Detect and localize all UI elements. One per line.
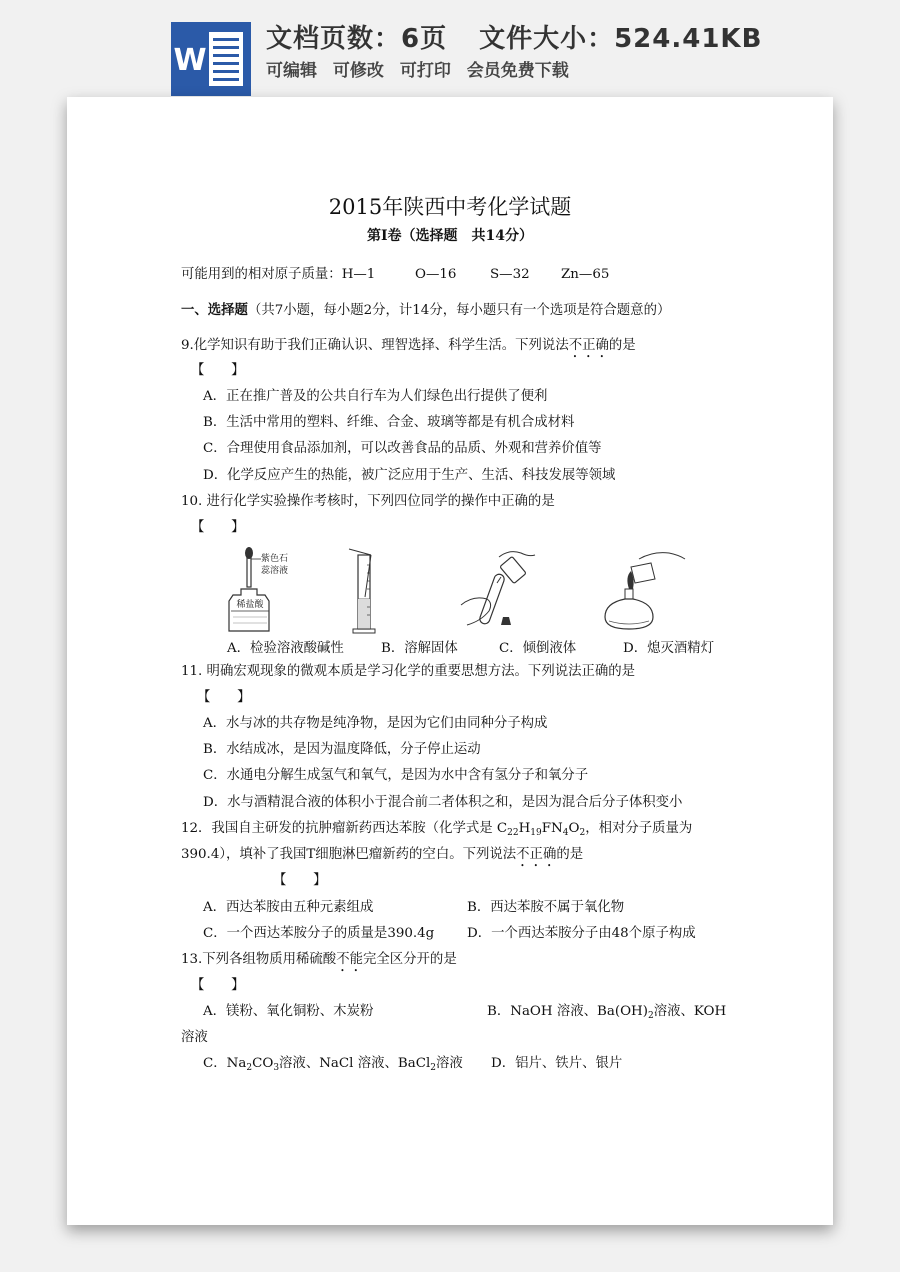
q9-stem-text: 9.化学知识有助于我们正确认识、理智选择、科学生活。下列说法 xyxy=(181,338,569,353)
section-heading xyxy=(181,301,670,320)
q10-caption-a: A．检验溶液酸碱性 xyxy=(227,641,344,656)
q9-option-d: D．化学反应产生的热能，被广泛应用于生产、生活、科技发展等领域 xyxy=(203,468,616,483)
page-count-label: 文档页数：6页 xyxy=(266,24,448,54)
document-subtitle: 第Ⅰ卷（选择题 共14分） xyxy=(366,228,534,244)
q13-stem xyxy=(181,951,457,975)
figure-a-dropper-bottle xyxy=(227,545,307,637)
q13-option-b xyxy=(487,1003,726,1021)
q13-c-sub-1: 2 xyxy=(246,1063,253,1073)
q13-stem-end: 完全区分开的是 xyxy=(362,952,457,967)
q11-stem: 11. 明确宏观现象的微观本质是学习化学的重要思想方法。下列说法正确的是 xyxy=(181,664,636,679)
q12-stem-text: 12．我国自主研发的抗肿瘤新药西达苯胺（化学式是 C xyxy=(181,821,508,836)
mass-h: H—1 xyxy=(341,267,376,282)
q13-stem-text: 13.下列各组物质用稀硫酸 xyxy=(181,952,337,967)
word-document-icon xyxy=(171,22,251,96)
q13-option-b-sub: 2 xyxy=(647,1011,654,1021)
q9-stem-end: 的是 xyxy=(608,338,636,353)
formula-sub-o: 2 xyxy=(579,828,586,838)
formula-sub-c: 22 xyxy=(507,828,519,838)
q12-answer-bracket: 【 】 xyxy=(273,873,327,888)
q12-stem-end: 的是 xyxy=(556,847,584,862)
fig-a-label-2: 蕊溶液 xyxy=(261,566,289,576)
q13-c-end: 溶液 xyxy=(435,1056,463,1071)
formula-o: O xyxy=(568,821,580,836)
document-title: 2015年陕西中考化学试题 xyxy=(328,195,572,219)
q12-option-a: A．西达苯胺由五种元素组成 xyxy=(203,900,374,915)
feature-member-download[interactable]: 会员免费下载 xyxy=(466,61,569,81)
q9-option-a: A．正在推广普及的公共自行车为人们绿色出行提供了便利 xyxy=(203,389,548,404)
q13-option-c xyxy=(203,1055,463,1073)
q13-option-a: A．镁粉、氧化铜粉、木炭粉 xyxy=(203,1004,374,1019)
q11-option-b: B．水结成冰，是因为温度降低，分子停止运动 xyxy=(203,742,481,757)
svg-text:W: W xyxy=(173,43,207,78)
q10-stem: 10. 进行化学实验操作考核时，下列四位同学的操作中正确的是 xyxy=(181,494,555,509)
formula-h: H xyxy=(518,821,531,836)
feature-list xyxy=(266,56,579,81)
document-page xyxy=(67,97,833,1225)
q11-option-c: C．水通电分解生成氢气和氧气，是因为水中含有氢分子和氧分子 xyxy=(203,768,589,783)
q9-emphasis: 不正确 xyxy=(568,338,609,353)
q12-stem-cont: ，相对分子质量为 xyxy=(585,821,693,836)
atomic-mass-line xyxy=(181,266,610,284)
q12-emphasis: 不正确 xyxy=(516,847,557,862)
mass-s: S—32 xyxy=(490,267,530,282)
section-note: （共7小题，每小题2分，计14分，每小题只有一个选项是符合题意的） xyxy=(247,303,671,318)
q9-option-c: C．合理使用食品添加剂，可以改善食品的品质、外观和营养价值等 xyxy=(203,441,602,456)
q13-c-na: C．Na xyxy=(203,1056,247,1071)
figure-c-pouring-liquid xyxy=(455,545,551,637)
formula-sub-n: 4 xyxy=(562,828,569,838)
feature-modifiable: 可修改 xyxy=(332,61,384,81)
q13-option-b-text-2: 溶液、KOH xyxy=(653,1004,727,1019)
fig-a-bottle-label: 稀盐酸 xyxy=(236,600,264,610)
download-banner xyxy=(0,0,900,96)
formula-fn: FN xyxy=(541,821,563,836)
q12-stem xyxy=(181,820,692,838)
feature-printable: 可打印 xyxy=(399,61,451,81)
q13-c-sub-3: 2 xyxy=(430,1063,436,1073)
q11-option-a: A．水与冰的共存物是纯净物，是因为它们由同种分子构成 xyxy=(203,716,548,731)
q9-option-b: B．生活中常用的塑料、纤维、合金、玻璃等都是有机合成材料 xyxy=(203,415,575,430)
mass-zn: Zn—65 xyxy=(561,267,610,282)
q13-option-b-text: B．NaOH 溶液、Ba(OH) xyxy=(487,1004,648,1019)
section-title: 一、选择题 xyxy=(181,302,248,318)
atomic-mass-label: 可能用到的相对原子质量： xyxy=(181,267,342,282)
fig-a-label-1: 紫色石 xyxy=(261,554,289,564)
q11-answer-bracket: 【 】 xyxy=(197,690,251,705)
q12-option-d: D．一个西达苯胺分子由48个原子构成 xyxy=(467,926,696,941)
mass-o: O—16 xyxy=(415,267,457,282)
q13-answer-bracket: 【 】 xyxy=(191,978,245,993)
figure-b-graduated-cylinder xyxy=(347,545,387,637)
file-size-label: 文件大小：524.41KB xyxy=(479,24,763,54)
q10-caption-b: B．溶解固体 xyxy=(381,641,458,656)
q10-caption-c: C．倾倒液体 xyxy=(499,641,577,656)
q13-option-d: D．铝片、铁片、银片 xyxy=(491,1056,623,1071)
q12-option-c: C．一个西达苯胺分子的质量是390.4g xyxy=(203,926,435,941)
banner-title xyxy=(266,18,762,55)
q13-emphasis: 不能 xyxy=(336,952,363,967)
q13-option-b-wrap: 溶液 xyxy=(181,1030,208,1045)
q13-c-co: CO xyxy=(252,1056,274,1071)
q9-stem xyxy=(181,337,636,361)
q13-c-sub-2: 3 xyxy=(273,1063,280,1073)
q11-option-d: D．水与酒精混合液的体积小于混合前二者体积之和，是因为混合后分子体积变小 xyxy=(203,795,683,810)
q12-stem-line2 xyxy=(181,846,583,870)
q12-option-b: B．西达苯胺不属于氧化物 xyxy=(467,900,625,915)
q13-c-text: 溶液、NaCl 溶液、BaCl xyxy=(279,1056,431,1071)
feature-editable: 可编辑 xyxy=(266,61,317,81)
q10-caption-d: D．熄灭酒精灯 xyxy=(623,641,715,656)
q10-answer-bracket: 【 】 xyxy=(191,520,245,535)
figure-d-alcohol-lamp xyxy=(599,545,689,637)
formula-sub-h: 19 xyxy=(530,828,542,838)
q12-stem-text-2: 390.4），填补了我国T细胞淋巴瘤新药的空白。下列说法 xyxy=(181,847,517,862)
q9-answer-bracket: 【 】 xyxy=(191,363,245,378)
